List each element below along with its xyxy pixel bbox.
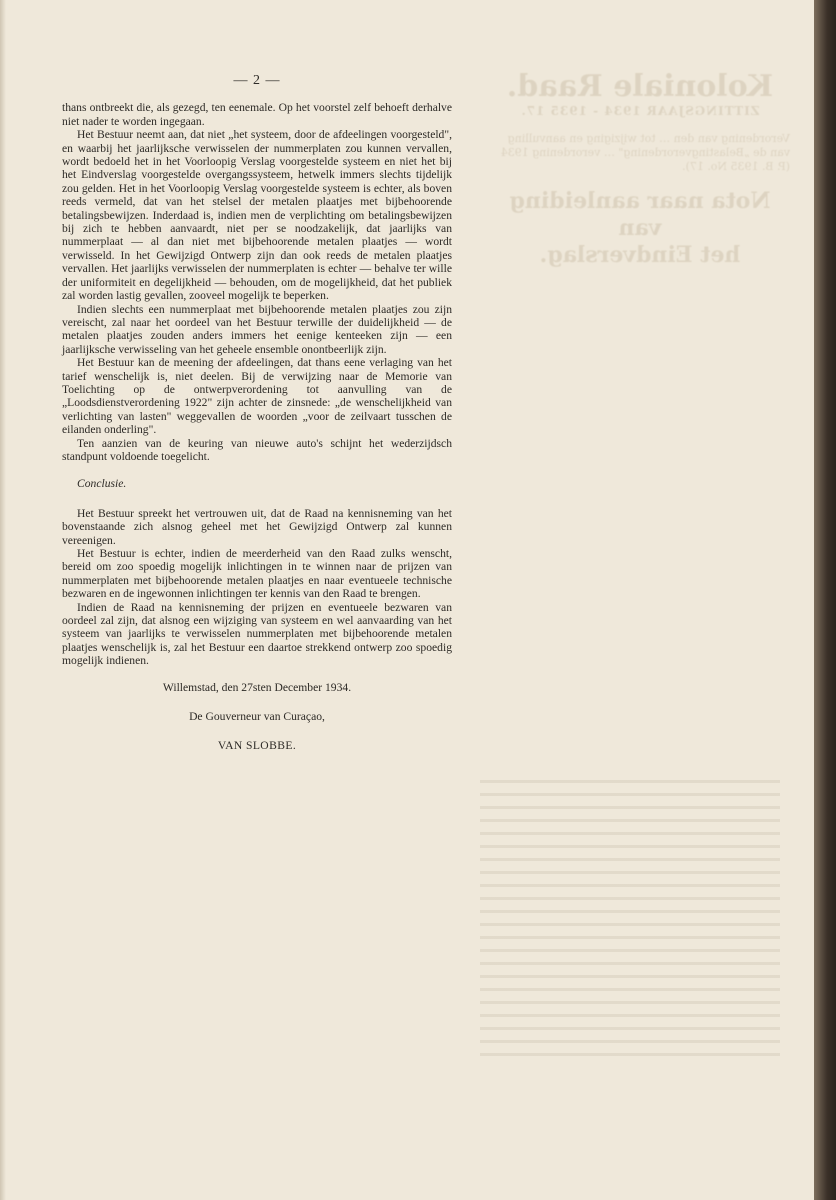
paragraph: Het Bestuur kan de meening der afdeelingen, dat thans eene verlaging van het tarief wenschelijk is, niet deelen. Bij de verwijzing naar de Memorie van Toelichting op de ontwerpverordening tot aanvulling van de „Loodsdienstverordening 1922" zijn achter de zinsnede: „de wenschelijkheid van verlichting van lasten" weggevallen de woorden „voor de zeilvaart tusschen de eilanden onderling". — [62, 356, 452, 437]
place-date: Willemstad, den 27sten December 1934. — [162, 680, 352, 694]
paragraph: Ten aanzien van de keuring van nieuwe auto's schijnt het wederzijdsch standpunt voldoende toegelicht. — [62, 436, 452, 463]
document-body — [62, 74, 452, 753]
bleed-through-text-lines — [480, 780, 780, 1060]
page-edge-shadow — [0, 0, 6, 1200]
bleed-through-ghost: Koloniale Raad. ZITTINGSJAAR 1934 - 1935 17. Verordening van den … tot wijziging en aanvulling van de „Belastingverordening" … verordening 1934 (P. B. 1935 No. 17). Nota naar aanleiding van het Eindverslag. — [500, 69, 790, 268]
paragraph: Het Bestuur spreekt het vertrouwen uit, dat de Raad na kennisneming van het bovenstaande zich alsnog geheel met het Gewijzigd Ontwerp zal kunnen vereenigen. — [62, 506, 452, 547]
paragraph: Het Bestuur is echter, indien de meerderheid van den Raad zulks wenscht, bereid om zoo spoedig mogelijk inlichtingen in te winnen naar de prijzen van nummerplaten met bijbehoorende metalen plaatjes en naar eventueele technische bezwaren en de ingewonnen inlichtingen ter kennis van den Raad te brengen. — [62, 547, 452, 601]
section-heading-conclusion: Conclusie. — [77, 477, 127, 491]
signatory-title: De Gouverneur van Curaçao, — [189, 710, 325, 724]
paragraph: Indien slechts een nummerplaat met bijbehoorende metalen plaatjes zou zijn vereischt, zal naar het oordeel van het Bestuur terwille der duidelijkheid — de metalen plaatjes zouden anders immers het eenige kenteeken zijn — een jaarlijksche verwisseling van het geheele ensemble onontbeerlijk zijn. — [62, 302, 452, 356]
book-binding-edge — [814, 0, 836, 1200]
signatory-name: VAN SLOBBE. — [217, 739, 297, 753]
paragraph: Het Bestuur neemt aan, dat niet „het systeem, door de afdeelingen voorgesteld", en waarbij het jaarlijksche verwisselen der nummerplaten zou kunnen vervallen, wordt bedoeld het in het Voorloopig Verslag voorgestelde systeem en niet het bij het Eindverslag voorgestelde overgangssysteem, hetwelk immers slechts tijdelijk zou gelden. Het in het Voorloopig Verslag voorgestelde systeem is echter, als boven reeds vermeld, dat van het stelsel der metalen plaatjes met bijbehoorende betalingsbewijzen. Inderdaad is, indien men de verplichting om betalingsbewijzen bij zich te hebben aanvaardt, niet per se noodzakelijk, dat jaarlijks van nummerplaat — al dan niet met bijbehoorende metalen plaatjes — wordt verwisseld. In het Gewijzigd Ontwerp zijn dan ook reeds de metalen plaatjes vervallen. Het jaarlijks verwisselen der nummerplaten is echter — behalve ter wille der uniformiteit en degelijkheid — behouden, om de mogelijkheid, dat het publiek zal worden lastig gevallen, zooveel mogelijk te beperken. — [62, 128, 452, 303]
paragraph: thans ontbreekt die, als gezegd, ten eenemale. Op het voorstel zelf behoeft derhalve niet nader te worden ingegaan. — [62, 101, 452, 128]
page-number: — 2 — — [233, 73, 281, 88]
paragraph: Indien de Raad na kennisneming der prijzen en eventueele bezwaren van oordeel zal zijn, dat alsnog een wijziging van systeem en wel aanvaarding van het systeem van jaarlijks te verwisselen nummerplaten met bijbehoorende metalen plaatjes wenschelijk is, zal het Bestuur een daartoe strekkend ontwerp zoo spoedig mogelijk indienen. — [62, 600, 452, 668]
